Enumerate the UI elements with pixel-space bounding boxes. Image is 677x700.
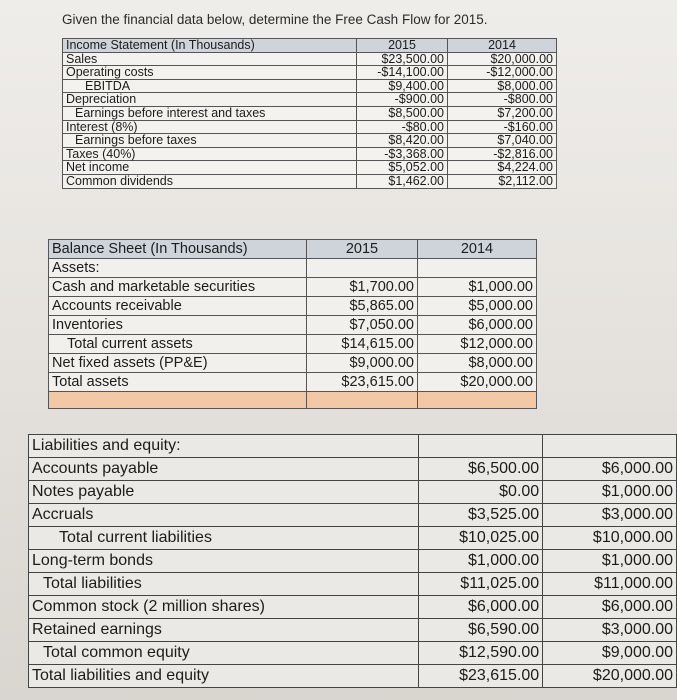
table-row xyxy=(29,619,677,642)
row-label: Net fixed assets (PP&E) xyxy=(49,354,307,373)
value-2015: $11,025.00 xyxy=(419,573,543,596)
value-2014: $12,000.00 xyxy=(418,335,537,354)
table-row xyxy=(29,458,677,481)
value-2014: $8,000.00 xyxy=(448,79,557,93)
table-row xyxy=(29,527,677,550)
row-label: Long-term bonds xyxy=(29,550,419,573)
value-2015: -$14,100.00 xyxy=(357,66,448,80)
row-label: Earnings before taxes xyxy=(63,134,357,148)
row-label: Common stock (2 million shares) xyxy=(29,596,419,619)
liabilities-section-label: Liabilities and equity: xyxy=(29,435,419,458)
table-row xyxy=(49,316,537,335)
balance-header-2015: 2015 xyxy=(307,240,418,259)
row-label: Notes payable xyxy=(29,481,419,504)
value-2015: $9,400.00 xyxy=(357,79,448,93)
row-label: Total current liabilities xyxy=(29,527,419,550)
table-row xyxy=(49,354,537,373)
income-header-label: Income Statement (In Thousands) xyxy=(63,39,357,53)
row-label: Retained earnings xyxy=(29,619,419,642)
value-2014: -$800.00 xyxy=(448,93,557,107)
row-label: Total assets xyxy=(49,373,307,392)
row-label: Total current assets xyxy=(49,335,307,354)
assets-section-label: Assets: xyxy=(49,259,307,278)
value-2014: $10,000.00 xyxy=(543,527,677,550)
table-row xyxy=(29,573,677,596)
table-row xyxy=(29,550,677,573)
value-2015: $6,000.00 xyxy=(419,596,543,619)
value-2015: $23,615.00 xyxy=(307,373,418,392)
balance-header-label: Balance Sheet (In Thousands) xyxy=(49,240,307,259)
row-label: Inventories xyxy=(49,316,307,335)
table-row xyxy=(63,52,557,66)
value-2015: -$900.00 xyxy=(357,93,448,107)
table-row xyxy=(49,373,537,392)
value-2015: $6,500.00 xyxy=(419,458,543,481)
income-statement-table xyxy=(62,38,557,189)
value-2014: $1,000.00 xyxy=(418,278,537,297)
value-2014: $7,200.00 xyxy=(448,106,557,120)
row-label: Accounts payable xyxy=(29,458,419,481)
value-2015: $0.00 xyxy=(419,481,543,504)
balance-sheet-assets-table xyxy=(48,239,537,409)
value-2014: $20,000.00 xyxy=(418,373,537,392)
table-row xyxy=(63,147,557,161)
value-2014: $2,112.00 xyxy=(448,174,557,188)
table-row xyxy=(49,335,537,354)
value-2015: $8,500.00 xyxy=(357,106,448,120)
table-row xyxy=(29,596,677,619)
separator-row xyxy=(49,392,537,409)
income-header-2015: 2015 xyxy=(357,39,448,53)
value-2015: $14,615.00 xyxy=(307,335,418,354)
table-row xyxy=(63,79,557,93)
table-row xyxy=(63,120,557,134)
value-2015: $5,052.00 xyxy=(357,161,448,175)
row-label: Earnings before interest and taxes xyxy=(63,106,357,120)
table-row xyxy=(63,66,557,80)
balance-header-row xyxy=(49,240,537,259)
row-label: Operating costs xyxy=(63,66,357,80)
value-2014: -$160.00 xyxy=(448,120,557,134)
value-2015: $1,000.00 xyxy=(419,550,543,573)
row-label: Depreciation xyxy=(63,93,357,107)
value-2015: $10,025.00 xyxy=(419,527,543,550)
value-2015: -$3,368.00 xyxy=(357,147,448,161)
row-label: Common dividends xyxy=(63,174,357,188)
value-2015: $3,525.00 xyxy=(419,504,543,527)
value-2014: $6,000.00 xyxy=(418,316,537,335)
table-row xyxy=(29,665,677,688)
value-2014: $20,000.00 xyxy=(448,52,557,66)
table-row xyxy=(29,435,677,458)
value-2014: $6,000.00 xyxy=(543,458,677,481)
value-2014: $1,000.00 xyxy=(543,550,677,573)
row-label: Net income xyxy=(63,161,357,175)
table-row xyxy=(49,259,537,278)
row-label: Sales xyxy=(63,52,357,66)
table-row xyxy=(63,106,557,120)
table-row xyxy=(63,174,557,188)
row-label: Total liabilities xyxy=(29,573,419,596)
value-2015: $8,420.00 xyxy=(357,134,448,148)
table-row xyxy=(49,278,537,297)
value-2014: $4,224.00 xyxy=(448,161,557,175)
income-header-2014: 2014 xyxy=(448,39,557,53)
row-label: Interest (8%) xyxy=(63,120,357,134)
value-2015: $23,615.00 xyxy=(419,665,543,688)
value-2015: $5,865.00 xyxy=(307,297,418,316)
row-label: Accruals xyxy=(29,504,419,527)
table-row xyxy=(49,297,537,316)
value-2014: $11,000.00 xyxy=(543,573,677,596)
value-2014: $9,000.00 xyxy=(543,642,677,665)
table-row xyxy=(63,93,557,107)
row-label: Cash and marketable securities xyxy=(49,278,307,297)
value-2015: $6,590.00 xyxy=(419,619,543,642)
row-label: Total liabilities and equity xyxy=(29,665,419,688)
value-2014: -$2,816.00 xyxy=(448,147,557,161)
row-label: Accounts receivable xyxy=(49,297,307,316)
value-2015: $1,700.00 xyxy=(307,278,418,297)
value-2015: $12,590.00 xyxy=(419,642,543,665)
table-row xyxy=(63,134,557,148)
value-2015: $23,500.00 xyxy=(357,52,448,66)
value-2014: $5,000.00 xyxy=(418,297,537,316)
income-header-row xyxy=(63,39,557,53)
value-2014: $3,000.00 xyxy=(543,504,677,527)
value-2014: -$12,000.00 xyxy=(448,66,557,80)
row-label: Total common equity xyxy=(29,642,419,665)
value-2015: $7,050.00 xyxy=(307,316,418,335)
value-2015: $1,462.00 xyxy=(357,174,448,188)
value-2014: $3,000.00 xyxy=(543,619,677,642)
value-2014: $20,000.00 xyxy=(543,665,677,688)
value-2015: $9,000.00 xyxy=(307,354,418,373)
value-2014: $6,000.00 xyxy=(543,596,677,619)
value-2014: $8,000.00 xyxy=(418,354,537,373)
question-text: Given the financial data below, determine the Free Cash Flow for 2015. xyxy=(62,12,488,27)
table-row xyxy=(29,481,677,504)
value-2015: -$80.00 xyxy=(357,120,448,134)
table-row xyxy=(29,504,677,527)
value-2014: $1,000.00 xyxy=(543,481,677,504)
balance-sheet-liabilities-table xyxy=(28,434,677,688)
value-2014: $7,040.00 xyxy=(448,134,557,148)
balance-header-2014: 2014 xyxy=(418,240,537,259)
row-label: EBITDA xyxy=(63,79,357,93)
row-label: Taxes (40%) xyxy=(63,147,357,161)
table-row xyxy=(29,642,677,665)
table-row xyxy=(63,161,557,175)
